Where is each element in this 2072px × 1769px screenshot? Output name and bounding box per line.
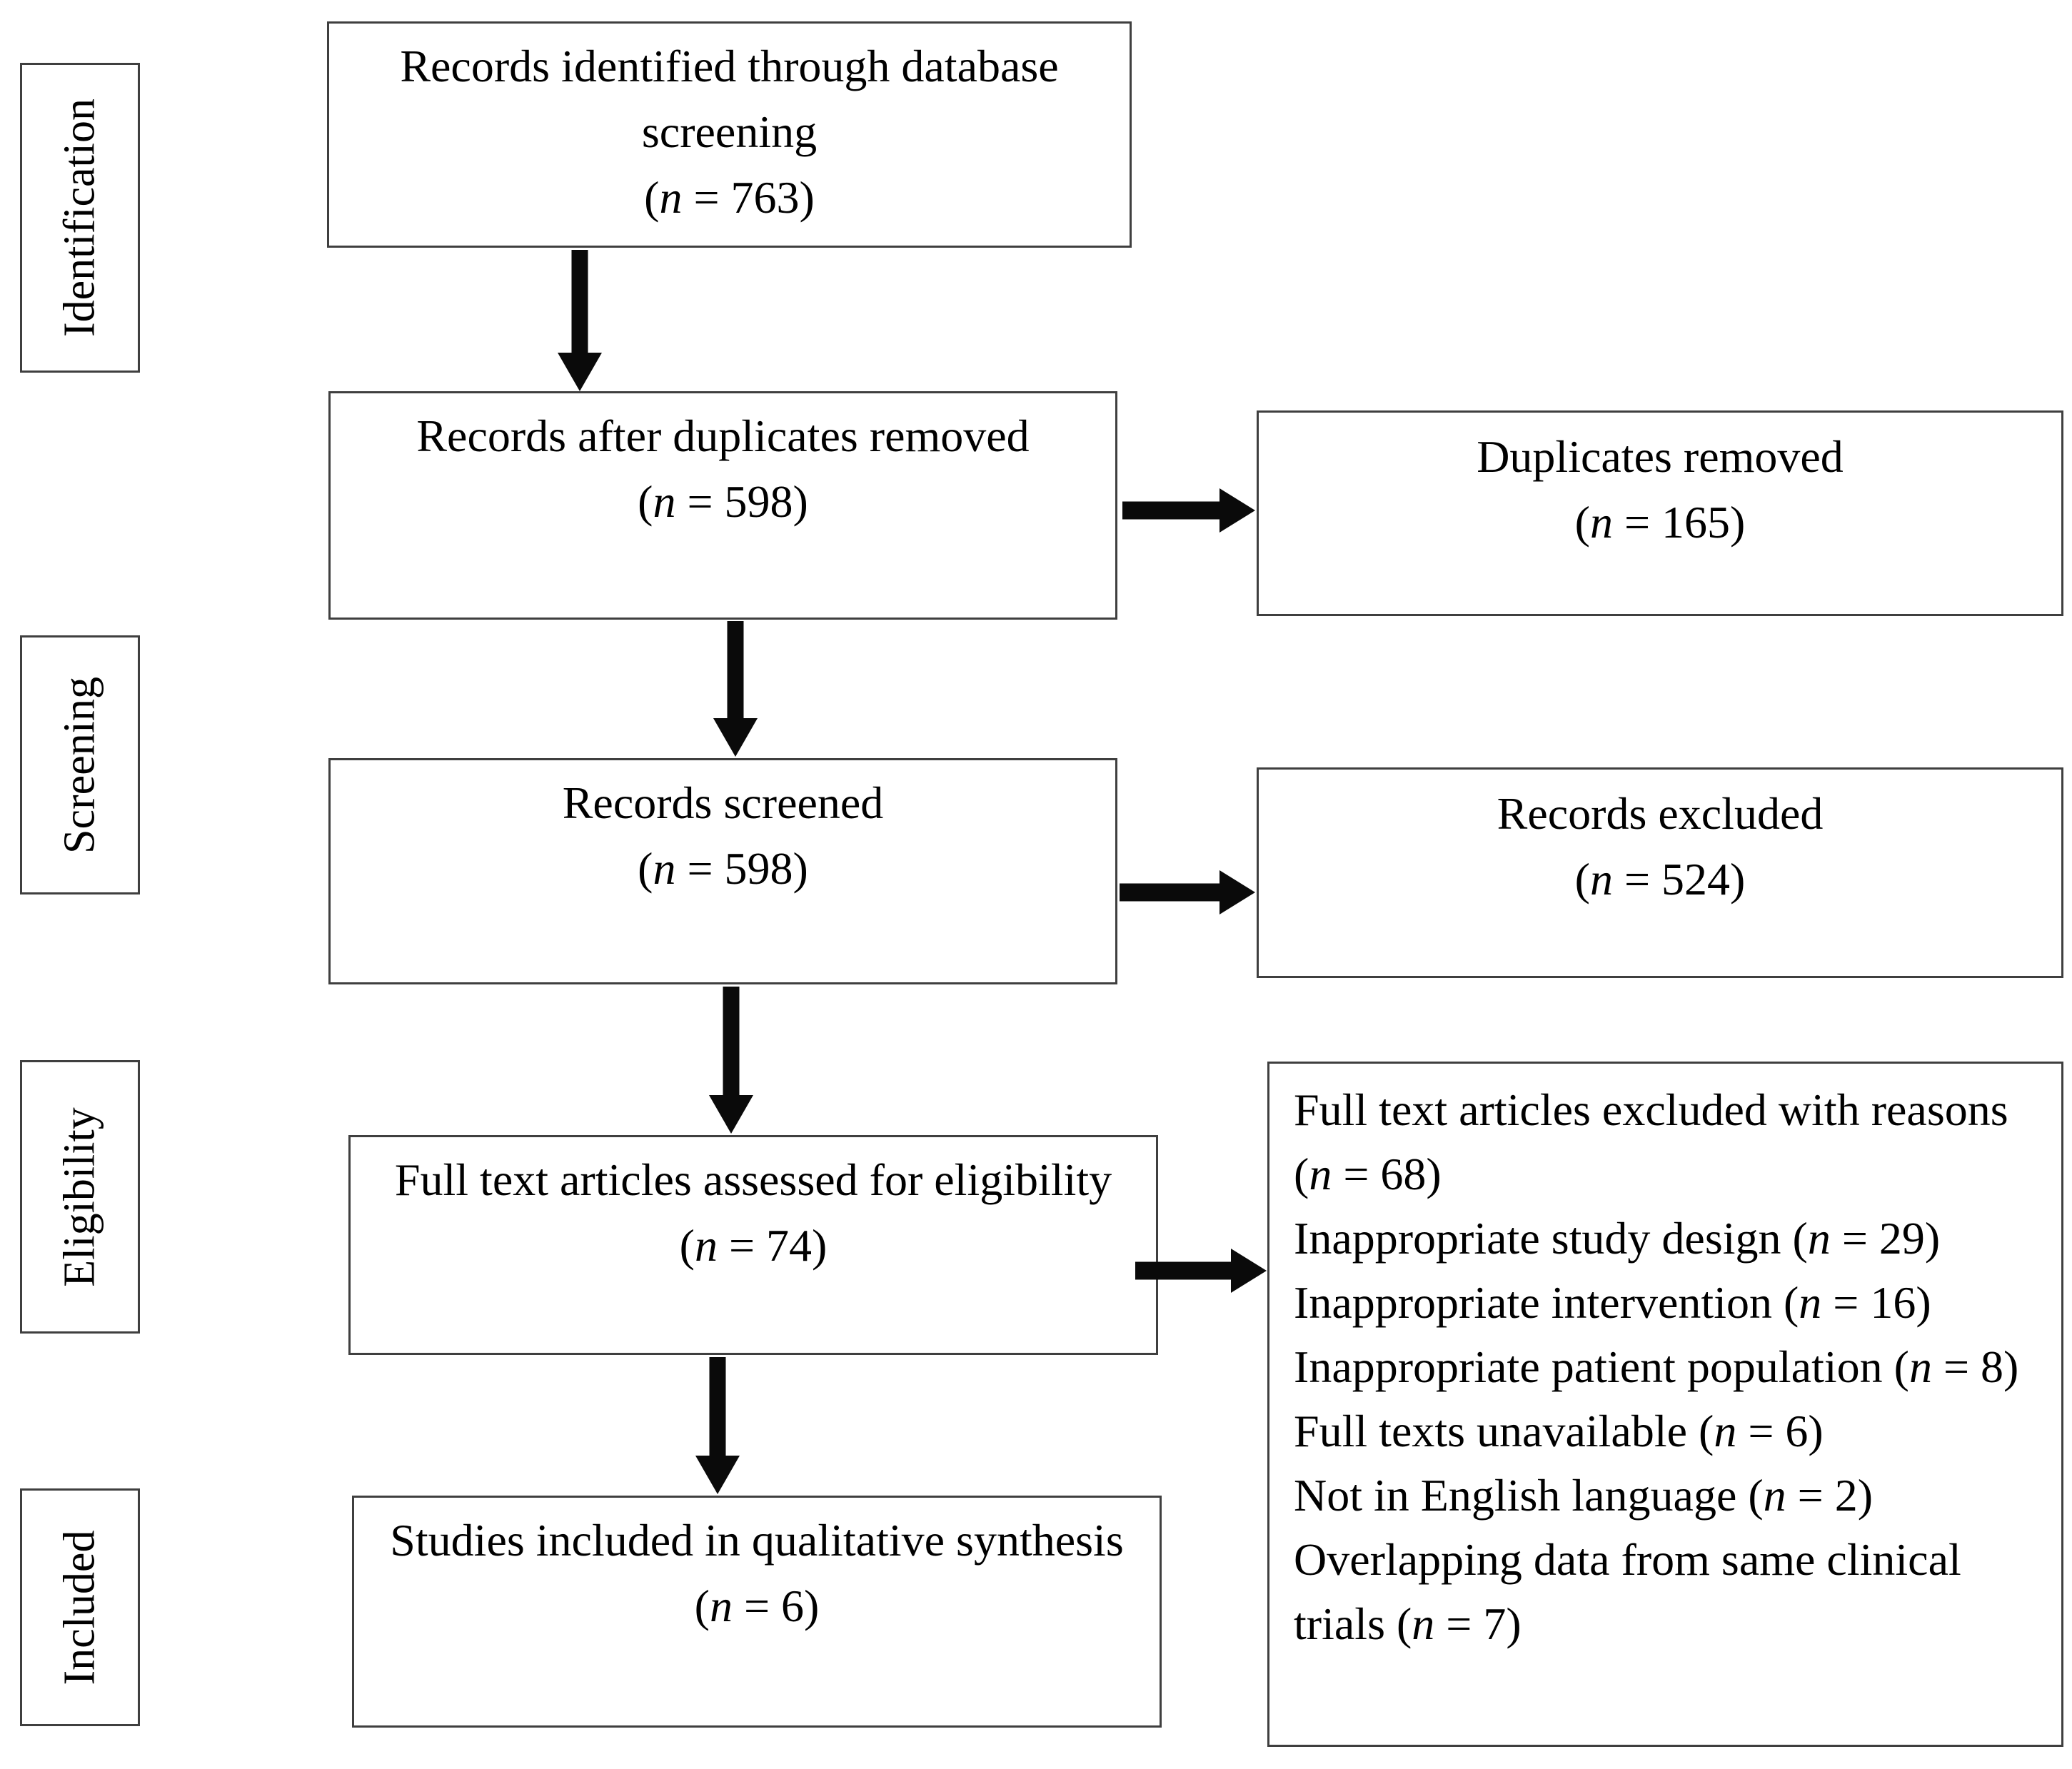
n-symbol: n bbox=[653, 476, 676, 527]
box-records-excluded bbox=[1257, 767, 2063, 978]
box-records-identified-label: Records identified through database screening bbox=[400, 41, 1059, 157]
arrowhead-down-icon bbox=[709, 1095, 753, 1134]
arrow-right-to-fulltext-excluded bbox=[1135, 1248, 1267, 1294]
n-symbol: n bbox=[1807, 1213, 1831, 1264]
n-symbol: n bbox=[1589, 854, 1613, 904]
exclusion-item: Not in English language (n = 2) bbox=[1294, 1470, 1874, 1521]
stage-label-included: Included bbox=[55, 1530, 104, 1685]
stage-label-eligibility: Eligibility bbox=[55, 1107, 104, 1287]
stage-label-screening: Screening bbox=[55, 676, 104, 854]
n-symbol: n bbox=[709, 1581, 733, 1631]
n-symbol: n bbox=[1763, 1470, 1786, 1521]
arrow-right-to-duplicates-removed bbox=[1122, 488, 1255, 533]
n-symbol: n bbox=[1714, 1406, 1737, 1456]
stage-box-eligibility bbox=[20, 1060, 140, 1334]
n-symbol: n bbox=[1309, 1149, 1332, 1199]
exclusion-item: Full text articles excluded with reasons (n = 68) bbox=[1294, 1084, 2008, 1199]
box-fulltext-assessed bbox=[348, 1135, 1158, 1355]
arrowhead-down-icon bbox=[713, 718, 758, 757]
arrowhead-down-icon bbox=[695, 1456, 740, 1494]
box-records-screened bbox=[328, 758, 1117, 984]
box-fulltext-assessed-count: (n = 74) bbox=[679, 1220, 828, 1271]
box-duplicates-removed-count: (n = 165) bbox=[1574, 497, 1746, 548]
box-after-duplicates bbox=[328, 391, 1117, 620]
n-symbol: n bbox=[1799, 1277, 1822, 1328]
box-records-identified-count: (n = 763) bbox=[644, 172, 815, 223]
n-symbol: n bbox=[694, 1220, 718, 1271]
box-records-identified bbox=[327, 21, 1132, 248]
box-studies-included-count: (n = 6) bbox=[694, 1581, 820, 1631]
box-fulltext-assessed-label: Full text articles assessed for eligibility bbox=[394, 1154, 1112, 1205]
box-fulltext-excluded bbox=[1267, 1062, 2063, 1747]
box-records-excluded-label: Records excluded bbox=[1497, 788, 1824, 839]
box-studies-included-label: Studies included in qualitative synthesis bbox=[390, 1515, 1124, 1566]
box-studies-included bbox=[352, 1496, 1162, 1728]
n-symbol: n bbox=[659, 172, 683, 223]
stage-box-included bbox=[20, 1488, 140, 1726]
arrow-down-identified-to-duplicates bbox=[557, 250, 603, 391]
n-symbol: n bbox=[1589, 497, 1613, 548]
arrow-down-screened-to-fulltext bbox=[708, 987, 754, 1134]
arrowhead-right-icon bbox=[1231, 1249, 1267, 1293]
exclusion-item: Inappropriate study design (n = 29) bbox=[1294, 1213, 1941, 1264]
arrowhead-right-icon bbox=[1219, 870, 1255, 914]
exclusion-item: Inappropriate intervention (n = 16) bbox=[1294, 1277, 1931, 1328]
box-duplicates-removed-label: Duplicates removed bbox=[1477, 431, 1844, 482]
arrow-down-fulltext-to-included bbox=[695, 1357, 740, 1494]
arrow-right-to-records-excluded bbox=[1120, 870, 1255, 915]
arrowhead-down-icon bbox=[558, 353, 602, 391]
exclusion-item: Overlapping data from same clinical trials (n = 7) bbox=[1294, 1534, 1961, 1649]
n-symbol: n bbox=[1412, 1598, 1435, 1649]
arrow-down-duplicates-to-screened bbox=[713, 621, 758, 757]
box-after-duplicates-count: (n = 598) bbox=[638, 476, 808, 527]
box-duplicates-removed bbox=[1257, 410, 2063, 616]
stage-box-identification bbox=[20, 63, 140, 373]
box-records-screened-count: (n = 598) bbox=[638, 843, 808, 894]
n-symbol: n bbox=[1908, 1341, 1932, 1392]
stage-box-screening bbox=[20, 635, 140, 894]
stage-label-identification: Identification bbox=[55, 99, 104, 337]
box-records-screened-label: Records screened bbox=[562, 777, 884, 828]
exclusion-item: Inappropriate patient population (n = 8) bbox=[1294, 1341, 2019, 1392]
box-records-excluded-count: (n = 524) bbox=[1574, 854, 1746, 904]
exclusion-item: Full texts unavailable (n = 6) bbox=[1294, 1406, 1824, 1456]
box-after-duplicates-label: Records after duplicates removed bbox=[416, 410, 1030, 461]
n-symbol: n bbox=[653, 843, 676, 894]
arrowhead-right-icon bbox=[1219, 488, 1255, 533]
